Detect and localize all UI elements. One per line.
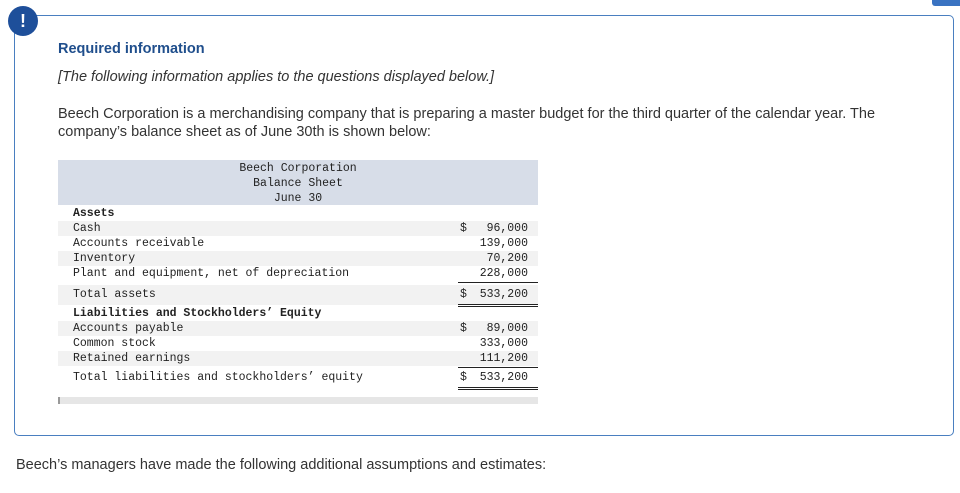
table-row — [58, 221, 538, 236]
row-label: Accounts receivable — [73, 237, 205, 250]
row-value: 533,200 — [479, 371, 528, 384]
statement-name: Balance Sheet — [253, 177, 343, 190]
liabilities-heading: Liabilities and Stockholders’ Equity — [73, 307, 322, 320]
table-row — [58, 321, 538, 336]
balance-sheet-header — [58, 160, 538, 205]
row-value: 333,000 — [479, 337, 528, 350]
statement-date: June 30 — [273, 192, 323, 205]
liabilities-heading-row — [58, 306, 538, 321]
intro-paragraph: Beech Corporation is a merchandising company that is preparing a master budget for the third quarter of the calendar year. The company’s balance sheet as of June 30th is shown below: — [58, 106, 876, 140]
currency-symbol: $ — [460, 288, 467, 301]
table-row — [58, 266, 538, 281]
table-row — [58, 251, 538, 266]
row-label: Total assets — [73, 288, 156, 301]
table-row — [58, 351, 538, 366]
row-value: 111,200 — [479, 352, 528, 365]
currency-symbol: $ — [460, 322, 467, 335]
row-value: 533,200 — [479, 288, 528, 301]
subtotal-rule — [458, 282, 538, 283]
row-label: Common stock — [73, 337, 156, 350]
table-row — [58, 336, 538, 351]
subtotal-rule — [458, 367, 538, 368]
row-label: Accounts payable — [73, 322, 184, 335]
row-value: 139,000 — [479, 237, 528, 250]
row-label: Inventory — [73, 252, 136, 265]
required-info-title: Required information — [58, 41, 205, 57]
top-right-tab[interactable] — [932, 0, 960, 6]
balance-sheet — [58, 160, 538, 405]
row-value: 89,000 — [486, 322, 528, 335]
total-double-rule — [458, 387, 538, 390]
row-value: 228,000 — [479, 267, 528, 280]
row-value: 70,200 — [486, 252, 528, 265]
row-label: Plant and equipment, net of depreciation — [73, 267, 350, 280]
assumptions-intro: Beech’s managers have made the following additional assumptions and estimates: — [16, 457, 547, 473]
assets-heading-row — [58, 206, 538, 221]
horizontal-scrollbar[interactable] — [58, 397, 538, 404]
row-label: Retained earnings — [73, 352, 191, 365]
total-liabilities-row — [58, 370, 538, 388]
row-value: 96,000 — [486, 222, 528, 235]
row-label: Cash — [73, 222, 101, 235]
currency-symbol: $ — [460, 222, 467, 235]
applies-note: [The following information applies to the questions displayed below.] — [58, 69, 495, 85]
company-name: Beech Corporation — [239, 162, 357, 175]
alert-icon: ! — [8, 6, 38, 36]
table-row — [58, 236, 538, 251]
assets-heading: Assets — [73, 207, 115, 220]
row-label: Total liabilities and stockholders’ equity — [73, 371, 363, 384]
currency-symbol: $ — [460, 371, 467, 384]
total-assets-row — [58, 285, 538, 305]
